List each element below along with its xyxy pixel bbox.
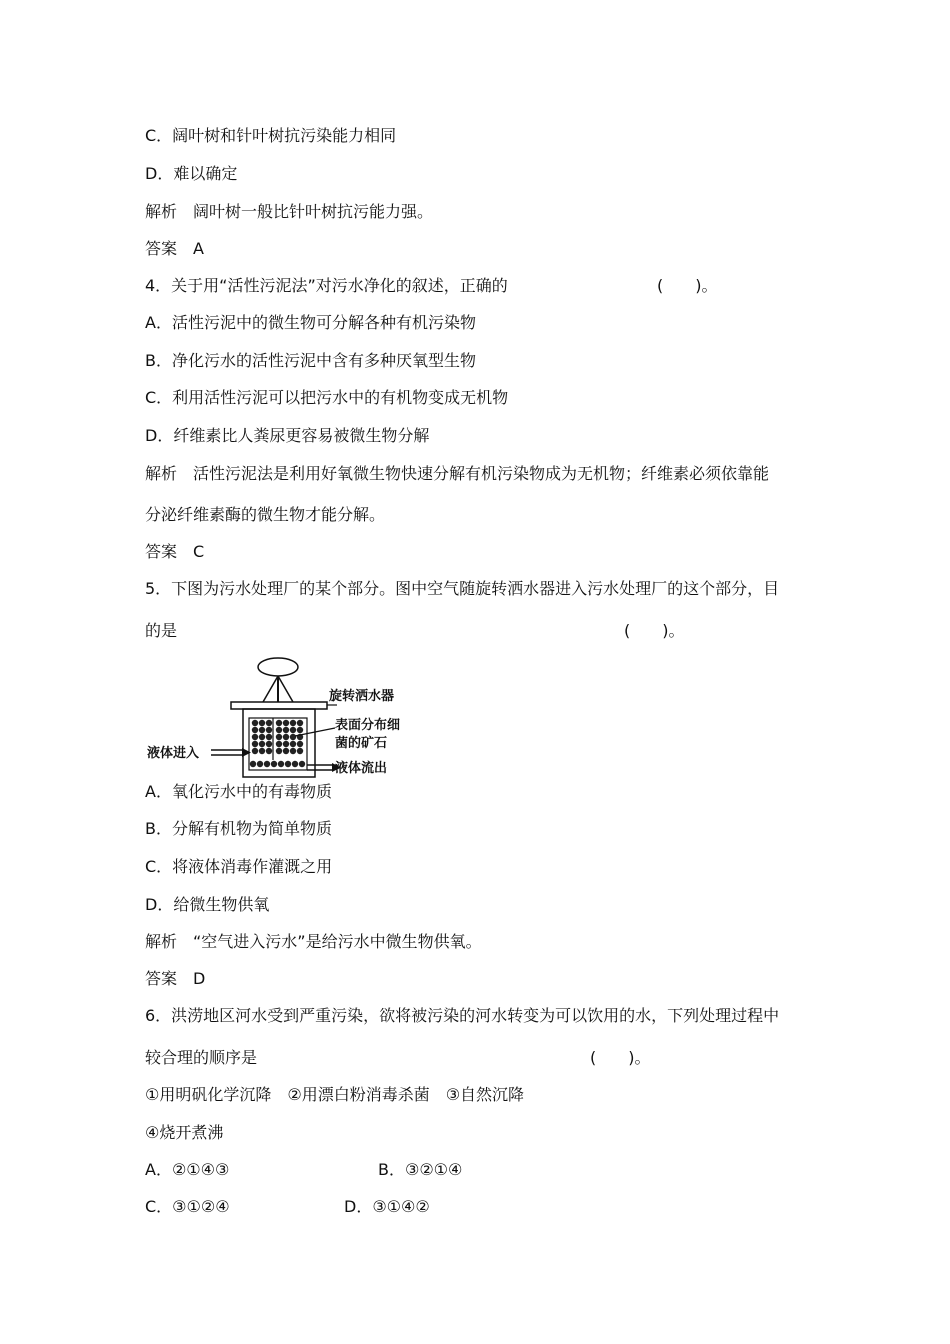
ore-pebble: [266, 727, 272, 733]
ore-pebble: [252, 748, 258, 754]
q5-option-b: B．分解有机物为简单物质: [145, 819, 332, 838]
ore-pebble: [257, 761, 263, 767]
label-ore-line1: 表面分布细: [335, 718, 401, 733]
sprinkler-strut-left: [263, 676, 278, 702]
ore-pebble: [297, 741, 303, 747]
q5-option-c: C．将液体消毒作灌溉之用: [145, 857, 333, 876]
q4-analysis-line1: 解析 活性污泥法是利用好氧微生物快速分解有机污染物成为无机物；纤维素必须依靠能: [145, 464, 770, 483]
sewage-filter-diagram: [145, 656, 425, 780]
q4-option-a: A．活性污泥中的微生物可分解各种有机污染物: [145, 313, 476, 332]
ore-pebble: [290, 727, 296, 733]
ore-pebble: [276, 734, 282, 740]
q6-steps-line2: ④烧开煮沸: [145, 1123, 224, 1142]
q3-answer: 答案 A: [145, 239, 204, 258]
q4-option-c: C．利用活性污泥可以把污水中的有机物变成无机物: [145, 388, 509, 407]
ore-pebble: [276, 748, 282, 754]
ore-pebble: [290, 741, 296, 747]
q6-option-c: C．③①②④: [145, 1197, 230, 1216]
ore-pebble: [264, 761, 270, 767]
ore-pebble: [299, 761, 305, 767]
ore-pebble: [285, 761, 291, 767]
q5-answer-paren: ( )。: [624, 621, 685, 640]
ore-pebble: [259, 720, 265, 726]
ore-pebble: [290, 720, 296, 726]
ore-pebble: [266, 748, 272, 754]
ore-pebble: [250, 761, 256, 767]
ore-pebble: [278, 761, 284, 767]
q3-option-c: C．阔叶树和针叶树抗污染能力相同: [145, 126, 397, 145]
q5-stem-line1: 5．下图为污水处理厂的某个部分。图中空气随旋转洒水器进入污水处理厂的这个部分，目: [145, 579, 780, 598]
label-sprinkler: 旋转洒水器: [329, 689, 395, 704]
label-liquid-in: 液体进入: [147, 746, 200, 761]
ore-pebble: [283, 741, 289, 747]
ore-pebble: [252, 734, 258, 740]
ore-pebble: [283, 727, 289, 733]
q6-option-b: B．③②①④: [378, 1160, 463, 1179]
ore-pebble: [259, 734, 265, 740]
q5-answer: 答案 D: [145, 969, 206, 988]
ore-pebble: [276, 741, 282, 747]
ore-pebble: [290, 748, 296, 754]
q4-option-d: D．纤维素比人粪尿更容易被微生物分解: [145, 426, 430, 445]
ore-pebble: [297, 748, 303, 754]
q6-option-d: D．③①④②: [344, 1197, 430, 1216]
ore-pebble: [259, 727, 265, 733]
q5-option-a: A．氧化污水中的有毒物质: [145, 782, 332, 801]
q5-option-d: D．给微生物供氧: [145, 895, 270, 914]
ore-pebble: [290, 734, 296, 740]
ore-pebble: [283, 720, 289, 726]
q3-option-d: D．难以确定: [145, 164, 238, 183]
ore-pebble: [283, 734, 289, 740]
sprinkler-arm-shape: [258, 658, 298, 676]
sprinkler-plate: [231, 702, 327, 709]
ore-pebble: [259, 741, 265, 747]
ore-pebble: [297, 720, 303, 726]
q4-answer-paren: ( )。: [657, 276, 718, 295]
ore-pebble: [276, 727, 282, 733]
q6-steps-line1: ①用明矾化学沉降 ②用漂白粉消毒杀菌 ③自然沉降: [145, 1085, 525, 1104]
q4-stem: 4．关于用“活性污泥法”对污水净化的叙述，正确的: [145, 276, 508, 295]
label-liquid-out: 液体流出: [335, 761, 388, 776]
ore-pebble: [266, 720, 272, 726]
ore-pebble: [259, 748, 265, 754]
sprinkler-strut-right: [278, 676, 293, 702]
label-ore-line2: 菌的矿石: [335, 736, 388, 751]
ore-pebble: [297, 727, 303, 733]
ore-pebble: [266, 734, 272, 740]
ore-pebble: [276, 720, 282, 726]
ore-pebble: [252, 720, 258, 726]
ore-pebble: [283, 748, 289, 754]
ore-pebble: [292, 761, 298, 767]
ore-pebble: [252, 727, 258, 733]
q4-option-b: B．净化污水的活性污泥中含有多种厌氧型生物: [145, 351, 476, 370]
q6-option-a: A．②①④③: [145, 1160, 230, 1179]
q4-analysis-line2: 分泌纤维素酶的微生物才能分解。: [145, 505, 386, 524]
q6-stem-line2: 较合理的顺序是: [145, 1048, 258, 1067]
q5-analysis: 解析 “空气进入污水”是给污水中微生物供氧。: [145, 932, 482, 951]
q4-answer: 答案 C: [145, 542, 205, 561]
ore-pebble: [266, 741, 272, 747]
q3-analysis: 解析 阔叶树一般比针叶树抗污能力强。: [145, 202, 434, 221]
q6-stem-line1: 6．洪涝地区河水受到严重污染，欲将被污染的河水转变为可以饮用的水，下列处理过程中: [145, 1006, 780, 1025]
q6-answer-paren: ( )。: [590, 1048, 651, 1067]
ore-pebble: [252, 741, 258, 747]
ore-pebble: [271, 761, 277, 767]
q5-stem-line2: 的是: [145, 621, 178, 640]
